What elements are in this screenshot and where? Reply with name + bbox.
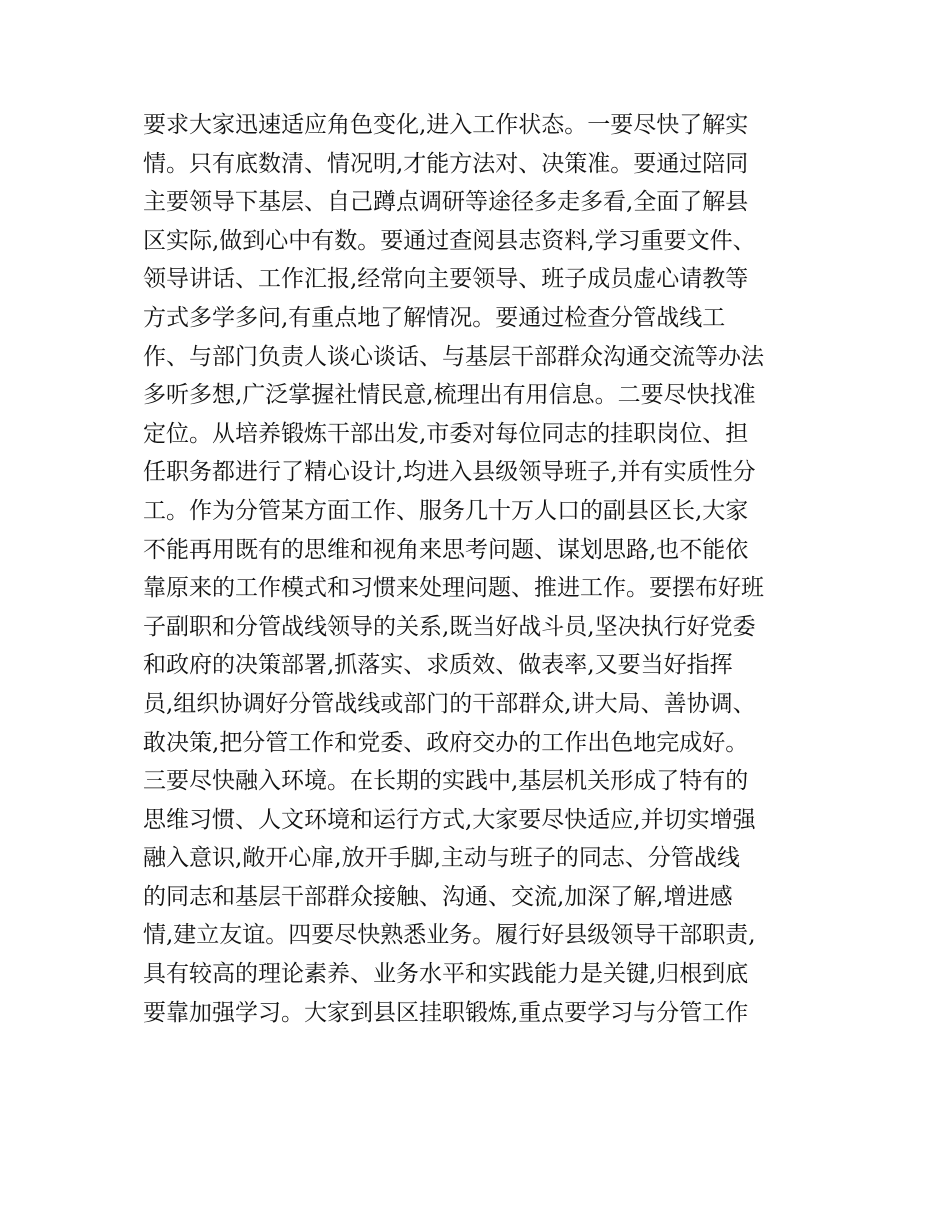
text-line: 区实际,做到心中有数。要通过查阅县志资料,学习重要文件、: [143, 227, 756, 254]
text-line: 融入意识,敞开心扉,放开手脚,主动与班子的同志、分管战线: [143, 845, 740, 872]
text-line: 方式多学多问,有重点地了解情况。要通过检查分管战线工: [143, 304, 726, 331]
text-line: 和政府的决策部署,抓落实、求质效、做表率,又要当好指挥: [143, 652, 733, 679]
text-line: 三要尽快融入环境。在长期的实践中,基层机关形成了特有的: [143, 768, 749, 795]
text-line: 子副职和分管战线领导的关系,既当好战斗员,坚决执行好党委: [143, 613, 756, 640]
text-line: 靠原来的工作模式和习惯来处理问题、推进工作。要摆布好班: [143, 575, 764, 602]
text-line: 要求大家迅速适应角色变化,进入工作状态。一要尽快了解实: [143, 112, 749, 138]
text-line: 敢决策,把分管工作和党委、政府交办的工作出色地完成好。: [143, 729, 749, 756]
text-line: 定位。从培养锻炼干部出发,市委对每位同志的挂职岗位、担: [143, 420, 749, 447]
text-line: 情,建立友谊。四要尽快熟悉业务。履行好县级领导干部职责,: [143, 922, 756, 949]
text-line: 具有较高的理论素养、业务水平和实践能力是关键,归根到底: [143, 961, 749, 988]
text-line: 不能再用既有的思维和视角来思考问题、谋划思路,也不能依: [143, 536, 749, 563]
text-line: 工。作为分管某方面工作、服务几十万人口的副县区长,大家: [143, 497, 749, 524]
text-line: 任职务都进行了精心设计,均进入县级领导班子,并有实质性分: [143, 459, 756, 486]
text-line: 情。只有底数清、情况明,才能方法对、决策准。要通过陪同: [143, 150, 749, 177]
text-line: 多听多想,广泛掌握社情民意,梳理出有用信息。二要尽快找准: [143, 382, 756, 409]
body-text: [143, 106, 823, 1032]
text-line: 领导讲话、工作汇报,经常向主要领导、班子成员虚心请教等: [143, 266, 749, 293]
text-line: 员,组织协调好分管战线或部门的干部群众,讲大局、善协调、: [143, 690, 756, 717]
text-line: 的同志和基层干部群众接触、沟通、交流,加深了解,增进感: [143, 883, 733, 910]
text-line: 作、与部门负责人谈心谈话、与基层干部群众沟通交流等办法: [143, 343, 764, 370]
text-line: 要靠加强学习。大家到县区挂职锻炼,重点要学习与分管工作: [143, 999, 749, 1026]
text-line: 主要领导下基层、自己蹲点调研等途径多走多看,全面了解县: [143, 189, 749, 216]
text-line: 思维习惯、人文环境和运行方式,大家要尽快适应,并切实增强: [143, 806, 756, 833]
